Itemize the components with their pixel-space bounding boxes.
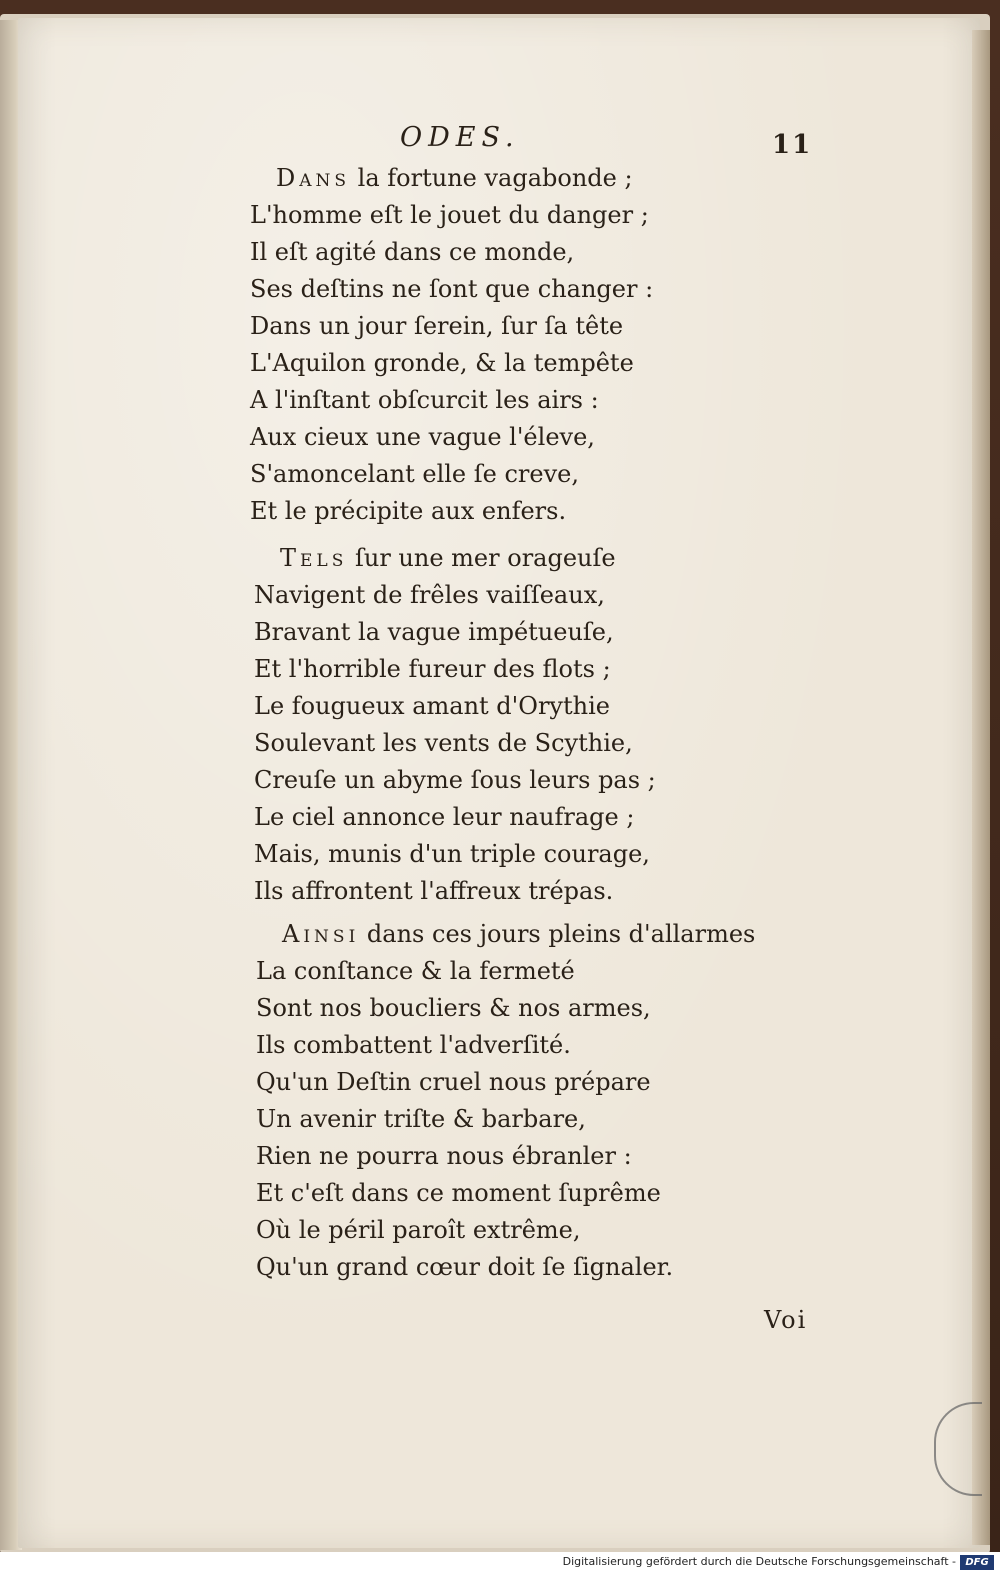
verse-line: L'Aquilon gronde, & la tempête: [250, 349, 634, 377]
verse-line: Qu'un grand cœur doit ſe ſignaler.: [256, 1253, 674, 1281]
verse-line: Mais, munis d'un triple courage,: [254, 840, 650, 868]
verse-line: Qu'un Deſtin cruel nous prépare: [256, 1068, 651, 1096]
stanza-2: [254, 540, 656, 910]
stanza-opening-word: Dans: [276, 164, 351, 192]
book-right-edge: [972, 30, 990, 1545]
footer-credit: Digitalisierung gefördert durch die Deutsche Forschungsgemeinschaft -: [562, 1555, 956, 1568]
page-number: 11: [772, 130, 813, 160]
verse-line: Et l'horrible fureur des flots ;: [254, 655, 611, 683]
catchword: Voi: [764, 1306, 808, 1334]
verse-line: S'amoncelant elle ſe creve,: [250, 460, 579, 488]
stanza-1: [250, 160, 653, 530]
verse-line: A l'inſtant obſcurcit les airs :: [250, 386, 599, 414]
verse-line: Aux cieux une vague l'éleve,: [250, 423, 595, 451]
verse-line: Ils affrontent l'affreux trépas.: [254, 877, 614, 905]
verse-line: Un avenir triſte & barbare,: [256, 1105, 586, 1133]
verse-line: Navigent de frêles vaiſſeaux,: [254, 581, 605, 609]
verse-line: Creuſe un abyme ſous leurs pas ;: [254, 766, 656, 794]
stanza-first-line: [250, 160, 653, 197]
verse-line: Il eſt agité dans ce monde,: [250, 238, 575, 266]
stanza-first-line: [256, 916, 755, 953]
verse-line: L'homme eſt le jouet du danger ;: [250, 201, 649, 229]
verse-line: Sont nos boucliers & nos armes,: [256, 994, 651, 1022]
verse-line: Le fougueux amant d'Orythie: [254, 692, 610, 720]
dfg-logo-icon: DFG: [960, 1555, 994, 1570]
stanza-first-line-text: dans ces jours pleins d'allarmes: [359, 920, 756, 948]
verse-line: Le ciel annonce leur naufrage ;: [254, 803, 635, 831]
verse-line: Ses deſtins ne ſont que changer :: [250, 275, 654, 303]
verse-line: La conſtance & la fermeté: [256, 957, 575, 985]
verse-line: Soulevant les vents de Scythie,: [254, 729, 633, 757]
verse-line: Dans un jour ſerein, ſur ſa tête: [250, 312, 624, 340]
verse-line: Bravant la vague impétueuſe,: [254, 618, 614, 646]
verse-line: Et le précipite aux enfers.: [250, 497, 567, 525]
stanza-first-line-text: la fortune vagabonde ;: [350, 164, 633, 192]
stanza-opening-word: Tels: [280, 544, 348, 572]
verse-line: Où le péril paroît extrême,: [256, 1216, 581, 1244]
verse-line: Ils combattent l'adverſité.: [256, 1031, 571, 1059]
verse-line: Rien ne pourra nous ébranler :: [256, 1142, 632, 1170]
stanza-3: [256, 916, 755, 1286]
stanza-first-line-text: ſur une mer orageuſe: [347, 544, 616, 572]
stanza-first-line: [254, 540, 656, 577]
verse-line: Et c'eſt dans ce moment ſuprême: [256, 1179, 661, 1207]
stanza-opening-word: Ainsi: [282, 920, 360, 948]
running-head: ODES.: [400, 122, 520, 153]
